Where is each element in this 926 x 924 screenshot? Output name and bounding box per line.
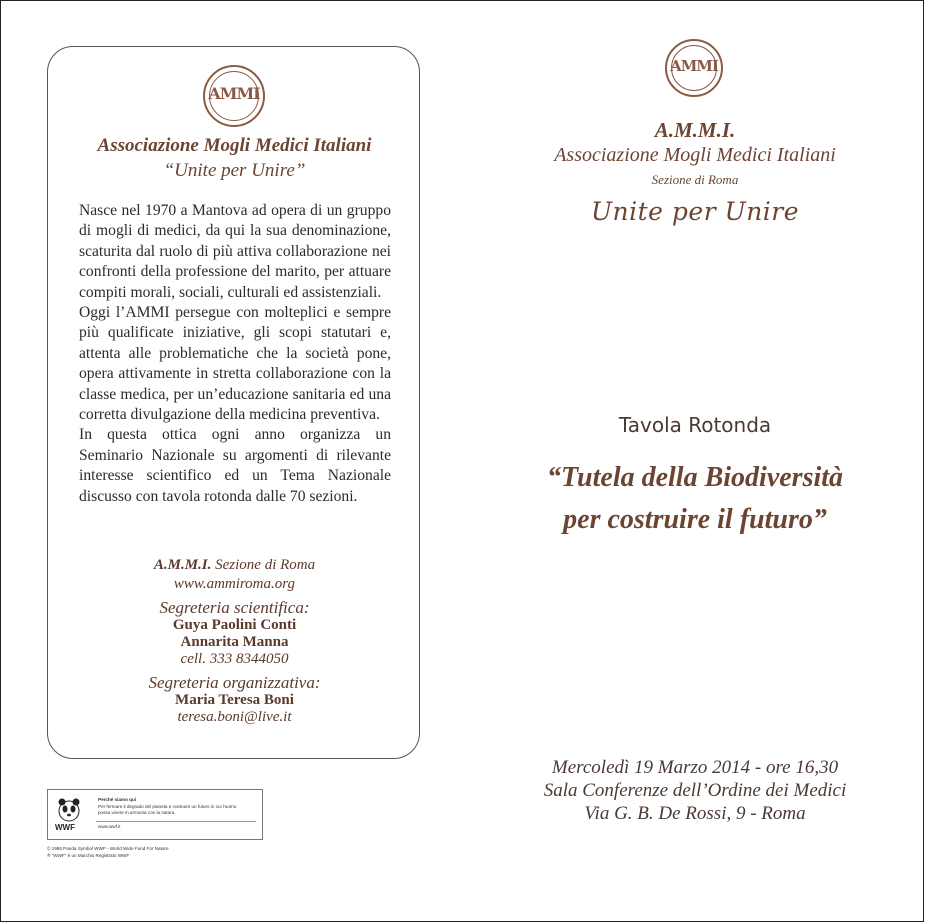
wwf-footnote-1: © 1986 Panda Symbol WWF - World Wide Fund For Nature bbox=[47, 846, 169, 851]
wwf-logo-text: WWF bbox=[55, 823, 75, 832]
paragraph-seminar: In questa ottica ogni anno organizza un Seminario Nazionale su argomenti di rilevante interesse scientifico ed un Tema Nazionale discusso con tavola rotonda dalle 70 sezioni. bbox=[79, 426, 391, 505]
section-line bbox=[48, 557, 421, 576]
association-name: Associazione Mogli Medici Italiani bbox=[97, 135, 372, 156]
org-person: Maria Teresa Boni bbox=[175, 692, 294, 708]
contacts bbox=[48, 557, 421, 726]
info-panel bbox=[47, 46, 420, 759]
acronym: A.M.M.I. bbox=[654, 118, 736, 142]
event-venue: Sala Conferenze dell’Ordine dei Medici bbox=[543, 780, 847, 801]
paragraph-history: Nasce nel 1970 a Mantova ad opera di un gruppo di mogli di medici, da qui la sua denominazione, scaturita dal ruolo di più attiva collaborazione nei confronti della professione del marito, per attuare compiti morali, sociali, culturali ed assistenziali. bbox=[79, 202, 391, 301]
panda-icon bbox=[56, 796, 82, 822]
logo-text: AMMI bbox=[670, 57, 718, 75]
motto: “Unite per Unire” bbox=[163, 160, 306, 181]
paragraph-today: Oggi l’AMMI persegue con molteplici e sempre più qualificate iniziative, gli scopi statutari e, attenta alle problematiche che la società pone, opera attivamente in stretta collaborazione con la classe medica, per un’educazione sanitaria ed una corretta divulgazione della medicina preventiva. bbox=[79, 304, 391, 424]
event-type: Tavola Rotonda bbox=[618, 413, 772, 437]
wwf-heading: Perché siamo qui bbox=[98, 797, 137, 802]
website-link[interactable]: www.ammiroma.org bbox=[173, 576, 296, 592]
event-address: Via G. B. De Rossi, 9 - Roma bbox=[584, 803, 806, 824]
section-name: Sezione di Roma bbox=[211, 557, 316, 573]
ammi-logo-icon bbox=[665, 39, 723, 97]
sci-phone: cell. 333 8344050 bbox=[180, 651, 289, 667]
org-email[interactable]: teresa.boni@live.it bbox=[177, 709, 292, 725]
motto: Unite per Unire bbox=[590, 197, 800, 226]
description bbox=[79, 201, 391, 507]
event-date-time: Mercoledì 19 Marzo 2014 - ore 16,30 bbox=[551, 757, 839, 778]
wwf-footnote-2: ® "WWF" è un Marchio Registrato WWF bbox=[47, 853, 130, 858]
section-abbr: A.M.M.I. bbox=[153, 557, 212, 573]
wwf-divider bbox=[96, 821, 256, 822]
ammi-logo-icon bbox=[203, 65, 265, 127]
association-name: Associazione Mogli Medici Italiani bbox=[554, 144, 836, 166]
sci-person-2: Annarita Manna bbox=[180, 634, 289, 650]
wwf-line-1: Per fermare il degrado del pianeta e costruire un futuro in cui l'uomo bbox=[98, 804, 237, 809]
org-secretariat-label: Segreteria organizzativa: bbox=[148, 673, 321, 692]
sci-person-1: Guya Paolini Conti bbox=[172, 617, 297, 633]
event-title-line-2: per costruire il futuro” bbox=[563, 504, 827, 535]
wwf-line-2: possa vivere in armonia con la natura. bbox=[98, 810, 176, 815]
section-name: Sezione di Roma bbox=[651, 172, 739, 187]
event-title-line-1: “Tutela della Biodiversità bbox=[546, 462, 844, 493]
logo-text: AMMI bbox=[208, 84, 260, 103]
wwf-site[interactable]: www.wwf.it bbox=[98, 824, 121, 829]
wwf-badge bbox=[47, 789, 263, 840]
sci-secretariat-label: Segreteria scientifica: bbox=[159, 598, 310, 617]
